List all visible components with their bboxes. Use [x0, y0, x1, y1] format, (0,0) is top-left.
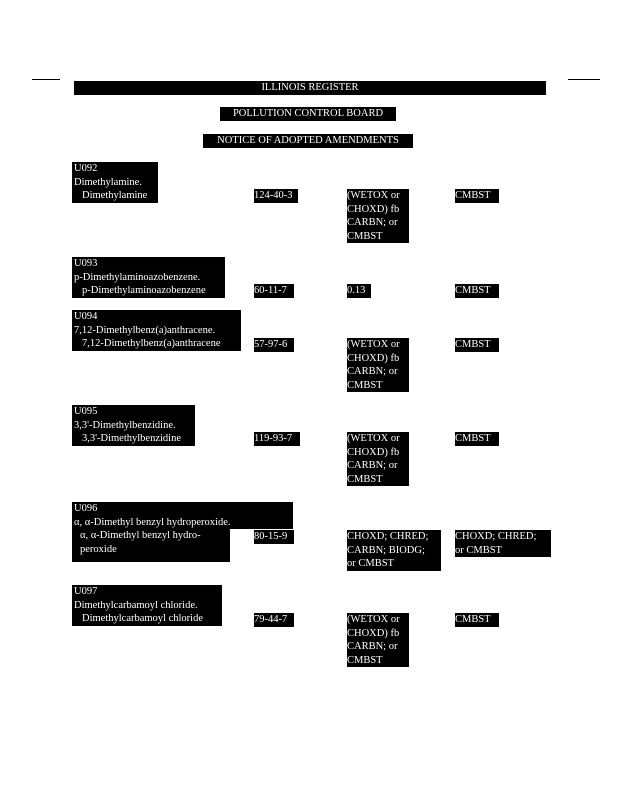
register-title: ILLINOIS REGISTER — [74, 81, 546, 95]
entry-name: Dimethylamine — [82, 190, 148, 201]
notice-title: NOTICE OF ADOPTED AMENDMENTS — [203, 134, 413, 148]
entry-name: Dimethylcarbamoyl chloride — [82, 613, 204, 624]
entry-nonwastewater: CMBST — [455, 432, 499, 446]
entry-nonwastewater: CMBST — [455, 189, 499, 203]
entry-heading-block — [72, 310, 241, 351]
entry-cas: 57-97-6 — [254, 338, 294, 352]
entry-wastewater: (WETOX or CHOXD) fb CARBN; or CMBST — [347, 338, 409, 392]
board-title: POLLUTION CONTROL BOARD — [220, 107, 396, 121]
entry-wastewater: (WETOX or CHOXD) fb CARBN; or CMBST — [347, 613, 409, 667]
entry-cas: 119-93-7 — [254, 432, 300, 446]
entry-heading: 7,12-Dimethylbenz(a)anthracene. — [74, 324, 216, 336]
entry-heading-block — [72, 162, 158, 203]
entry-name-line1: α, α-Dimethyl benzyl hydro- — [80, 530, 201, 541]
entry-name-line2: peroxide — [80, 543, 117, 555]
entry-cas: 124-40-3 — [254, 189, 298, 203]
entry-heading: Dimethylcarbamoyl chloride. — [74, 599, 198, 611]
entry-heading: 3,3'-Dimethylbenzidine. — [74, 419, 176, 431]
entry-name: 3,3'-Dimethylbenzidine — [82, 433, 181, 444]
entry-heading-block — [72, 405, 195, 446]
entry-heading: α, α-Dimethyl benzyl hydroperoxide. — [74, 516, 231, 528]
entry-heading-block — [72, 585, 222, 626]
entry-nonwastewater: CHOXD; CHRED; or CMBST — [455, 530, 551, 557]
entry-wastewater: (WETOX or CHOXD) fb CARBN; or CMBST — [347, 432, 409, 486]
entry-code: U097 — [74, 586, 98, 597]
entry-heading: Dimethylamine. — [74, 176, 142, 188]
entry-name: 7,12-Dimethylbenz(a)anthracene — [82, 338, 221, 349]
entry-wastewater: CHOXD; CHRED; CARBN; BIODG; or CMBST — [347, 530, 441, 571]
entry-cas: 80-15-9 — [254, 530, 294, 544]
entry-wastewater: 0.13 — [347, 284, 371, 298]
entry-heading-block — [72, 257, 225, 298]
entry-wastewater: (WETOX or CHOXD) fb CARBN; or CMBST — [347, 189, 409, 243]
entry-heading: p-Dimethylaminoazobenzene. — [74, 271, 201, 283]
entry-code: U096 — [74, 503, 98, 514]
entry-cas: 79-44-7 — [254, 613, 294, 627]
entry-code: U095 — [74, 406, 98, 417]
entry-code: U093 — [74, 258, 98, 269]
entry-name: p-Dimethylaminoazobenzene — [82, 285, 206, 296]
entry-nonwastewater: CMBST — [455, 613, 499, 627]
entry-code: U094 — [74, 311, 98, 322]
entry-nonwastewater: CMBST — [455, 338, 499, 352]
entry-cas: 60-11-7 — [254, 284, 294, 298]
entry-code: U092 — [74, 163, 98, 174]
entry-nonwastewater: CMBST — [455, 284, 499, 298]
top-right-mark — [568, 79, 600, 80]
top-left-mark — [32, 79, 60, 80]
